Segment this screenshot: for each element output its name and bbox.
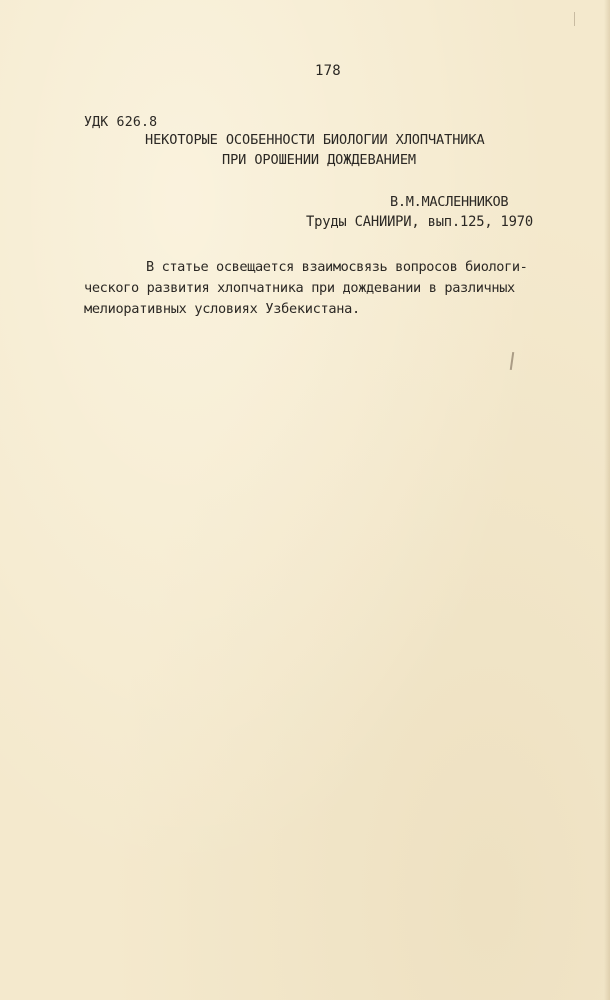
author: В.М.МАСЛЕННИКОВ [390, 194, 509, 210]
pencil-mark [510, 352, 514, 370]
source-citation: Труды САНИИРИ, вып.125, 1970 [306, 214, 533, 230]
page-edge-shadow [604, 0, 610, 1000]
title-line-1: НЕКОТОРЫЕ ОСОБЕННОСТИ БИОЛОГИИ ХЛОПЧАТНИКА [145, 132, 485, 148]
abstract-line: ческого развития хлопчатника при дождевании в различных [84, 280, 515, 296]
title-line-2: ПРИ ОРОШЕНИИ ДОЖДЕВАНИЕМ [222, 152, 417, 168]
udc-code: УДК 626.8 [84, 115, 158, 130]
paper-mark [574, 12, 575, 26]
abstract-line: мелиоративных условиях Узбекистана. [84, 301, 360, 317]
page-number: 178 [315, 63, 341, 79]
abstract-line: В статье освещается взаимосвязь вопросов биологи- [146, 259, 528, 275]
